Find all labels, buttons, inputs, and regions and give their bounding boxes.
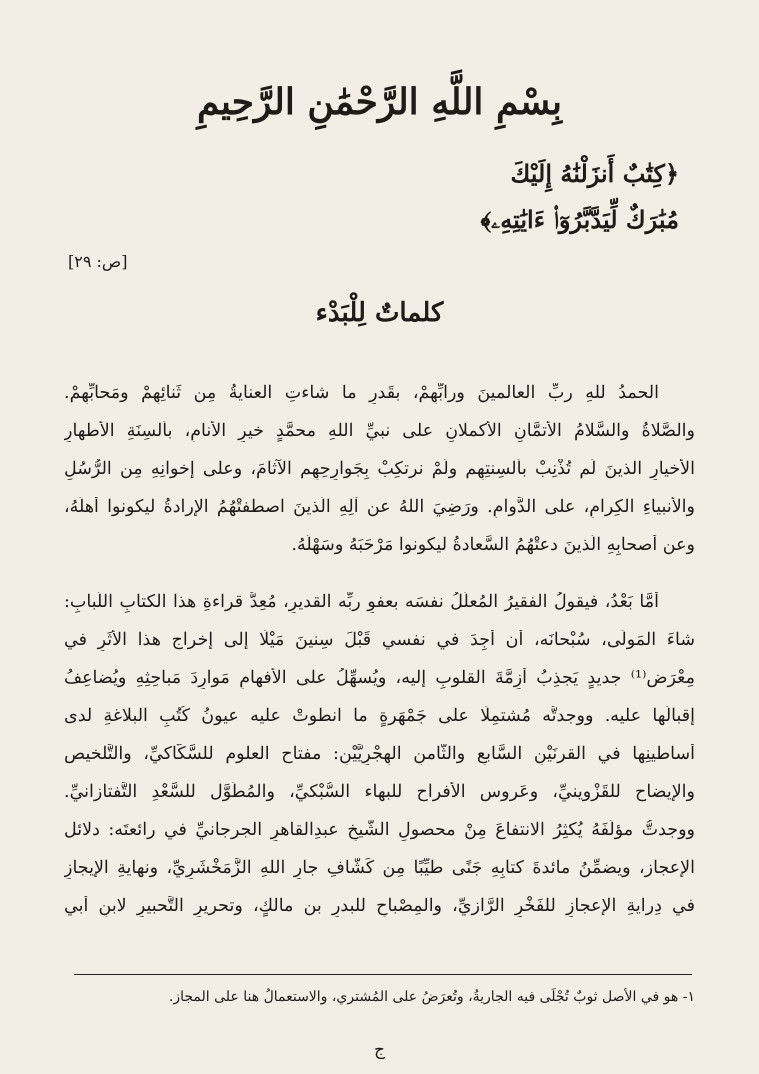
quran-verse-line-1: ﴿كِتَٰبٌ أَنزَلْنَٰهُ إِلَيْكَ: [510, 159, 679, 188]
paragraph-2-line: في دِرايةِ الإعجازِ للفَخْرِ الرَّازيِّ، والمِصْباحِ للبدرِ بن مالكٍ، وتحريرِ التَّحبيرِ لابنِ أبي: [64, 896, 695, 916]
paragraph-2-line: أمَّا بَعْدُ، فيقولُ الفقيرُ المُعلَّلُ نفسَه بعفوِ ربِّه القديرِ، مُعِدُّ قراءةِ هذا الكتابِ اللُّبابِ:: [64, 592, 659, 612]
paragraph-1-line: والصَّلاةُ والسَّلامُ الأتمَّانِ الأكملانِ على نبيِّ اللهِ محمَّدٍ خيرِ الأنامِ، بألسِنَةِ الأطهارِ: [64, 421, 695, 441]
paragraph-2-line: والإيضاح للقَزْوينيِّ، وعَروس الأفراح للبهاء السُّبْكيِّ، والمُطَوَّل للسَّعْدِ التَّفتازانيِّ.: [64, 782, 695, 802]
section-heading: كلماتٌ لِلْبَدْء: [315, 298, 444, 328]
paragraph-1-line: وعن أصحابِهِ الَّذينَ دعتْهُمُ السَّعادةُ ليكونوا مَرْحَبَهُ وسَهْلَهُ.: [291, 535, 695, 555]
paragraph-1-line: والأنبياءِ الكِرامِ، على الدَّوامِ. ورَضِيَ اللهُ عن آلِهِ الَّذينَ اصطفتْهُمُ الإرادةُ ليكونوا أهلَهُ،: [64, 497, 695, 517]
paragraph-2-line: مِعْرَضٍ⁽¹⁾ جديدٍ يَجذِبُ أزِمَّةَ القلوبِ إليه، ويُسهِّلُ على الأفهامِ مَوارِدَ مَباحِثِهِ ويُضاعِفُ: [64, 668, 695, 688]
paragraph-2-line: إقبالَها عليه. ووجدتُّه مُشتمِلًا على جَمْهَرةٍ ما انطوتْ عليه عيونُ كُتُبِ البلاغةِ لدى: [64, 706, 695, 726]
paragraph-2-line: الإعجاز، ويضمِّنُ مائدةَ كتابِهِ جَنًى طيِّبًا مِن كَشَّافِ جارِ اللهِ الزَّمَخْشَرِيِّ، ونهايةِ الإيجازِ: [64, 858, 695, 878]
quran-verse-line-2: مُبَٰرَكٌ لِّيَدَّبَّرُوٓا۟ ءَايَٰتِهِۦ﴾: [480, 205, 679, 234]
paragraph-2-line: ووجدتُّ مؤلِّفَهُ يُكثِرُ الانتفاعَ مِنْ محصولِ الشَّيخِ عبدِالقاهرِ الجرجانيِّ في رائعتَه: دلائل: [64, 820, 695, 840]
paragraph-1-line: الأخيارِ الذينَ لَم تُذْنِبْ بألسِنتِهِم ولَمْ نرتكِبْ بِجَوارِحِهِم الآثامَ، وعلى إخوانِهِ مِن الرُّسُلِ: [64, 459, 695, 479]
basmala-header: بِسْمِ اللَّهِ الرَّحْمَٰنِ الرَّحِيمِ: [196, 81, 563, 123]
paragraph-1-line: الحمدُ للهِ ربِّ العالمينَ ورابِّهِمْ، بقَدرِ ما شاءتِ العنايةُ مِن ثَنائِهِمْ ومَحابِّهِمْ.: [64, 383, 659, 403]
paragraph-2-line: شاءَ المَولَى، سُبْحانَه، أن أجِدَ في نفسي قَبْلَ سِنينَ مَيْلًا إلى إخراجِ هذا الأثَرِ في: [64, 630, 695, 650]
footnote-divider: [74, 974, 692, 975]
paragraph-2-line: أساطينِها في القرنَيْنِ السَّابعِ والثَّامنِ الهِجْرِيَّيْنِ: مفتاح العلوم للسَّكَّاكيِّ، والتَّلخيص: [64, 744, 695, 764]
footnote: ١- هو في الأصل ثوبٌ تُجْلَى فيه الجاريةُ، وتُعرَضُ على المُشتري، والاستعمالُ هنا على المجاز.: [168, 989, 695, 1005]
page-number: ج: [374, 1040, 385, 1060]
verse-reference: [ص: ٢٩]: [68, 252, 128, 271]
